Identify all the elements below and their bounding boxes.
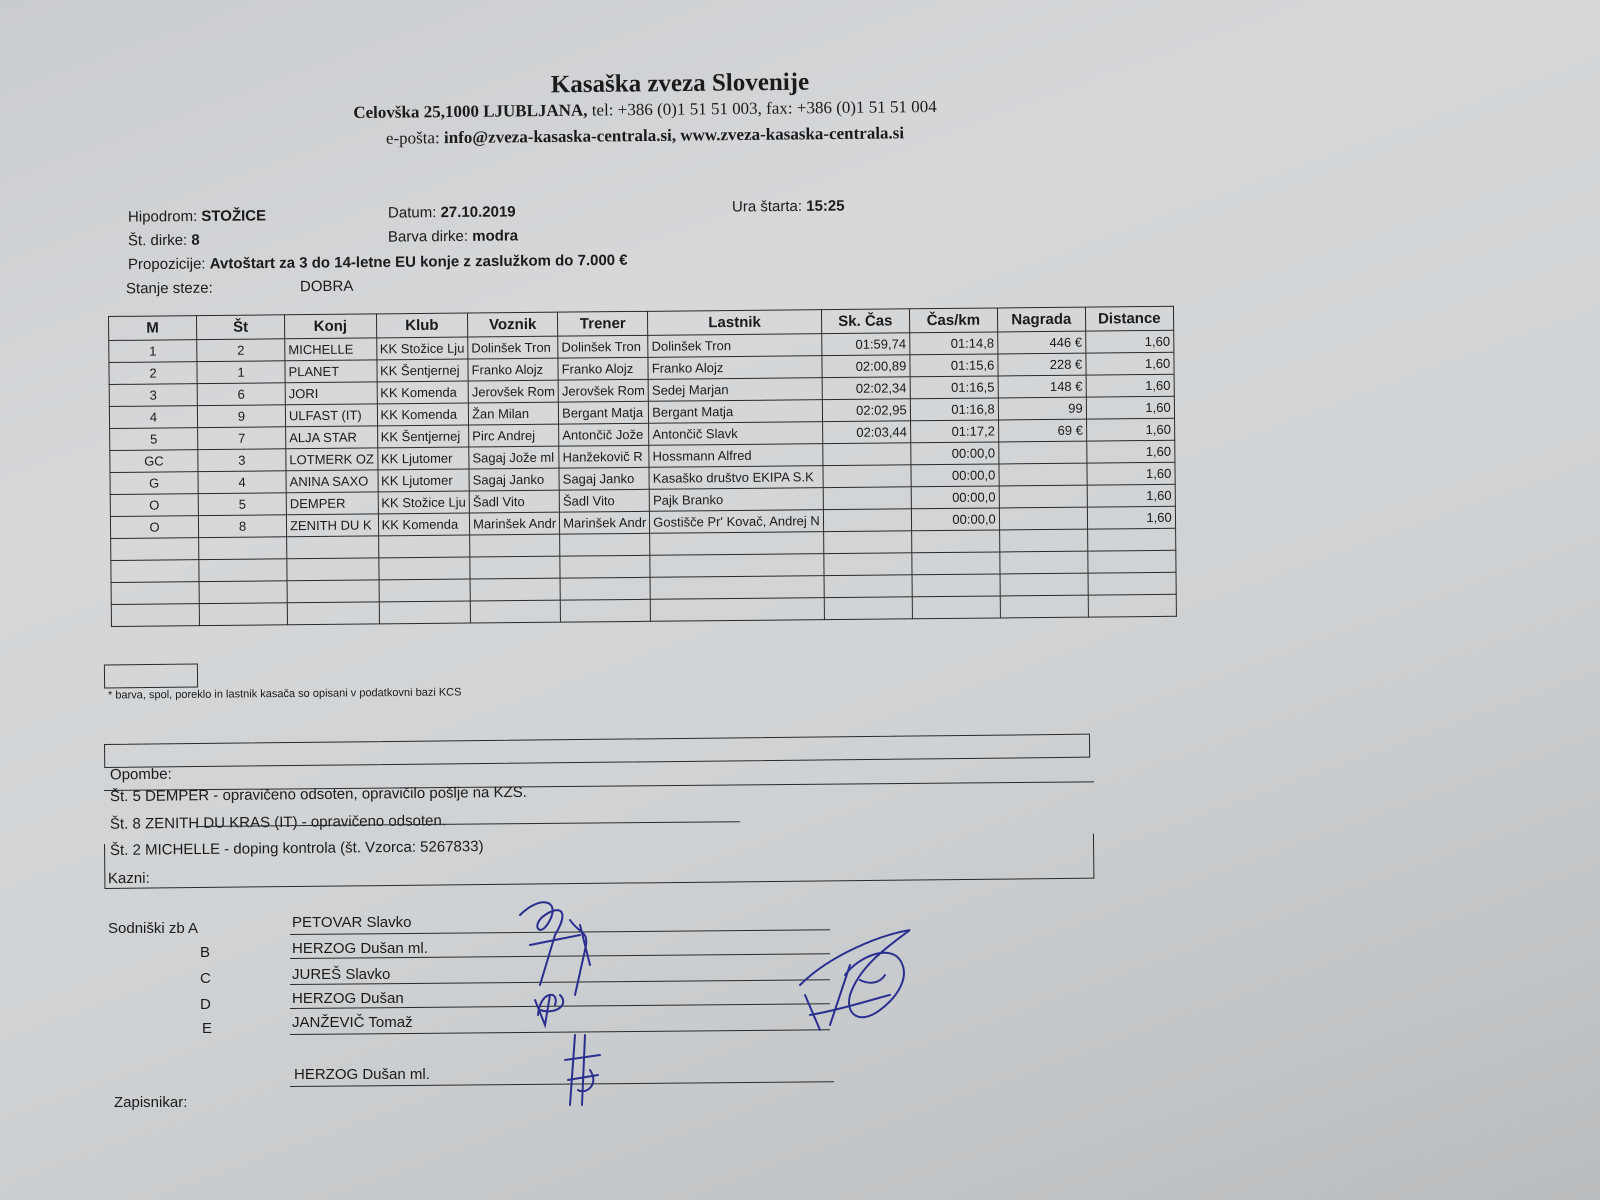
col-konj-header: Konj (284, 314, 376, 339)
col-sk-cas-cell: 02:00,89 (822, 355, 910, 378)
judge-name: HERZOG Dušan (292, 990, 404, 1007)
empty-cell (1000, 595, 1088, 618)
col-distance-cell: 1,60 (1086, 374, 1174, 397)
col-m-cell: G (110, 472, 198, 495)
datum-label: Datum: (387, 204, 437, 222)
col-lastnik-cell: Dolinšek Tron (648, 334, 822, 358)
col-konj-cell: PLANET (285, 360, 377, 383)
col-cas-km-cell: 01:16,8 (910, 398, 998, 421)
col-cas-km-cell: 01:15,6 (910, 354, 998, 377)
col-trener-cell: Jerovšek Rom (558, 379, 648, 402)
judge-letter: C (200, 970, 211, 987)
st-dirke-label: Št. dirke: (127, 231, 188, 250)
empty-cell (560, 577, 650, 600)
col-st-cell: 6 (197, 383, 285, 406)
col-klub-cell: KK Ljutomer (378, 469, 470, 492)
col-cas-km-cell: 00:00,0 (911, 464, 999, 487)
col-nagrada-cell (999, 507, 1087, 530)
col-lastnik-cell: Kasaško društvo EKIPA S.K (649, 466, 823, 490)
col-konj-cell: JORI (285, 382, 377, 405)
col-trener-cell: Franko Alojz (558, 357, 648, 380)
empty-cell (111, 604, 199, 627)
empty-cell (111, 560, 199, 583)
col-st-cell: 7 (198, 427, 286, 450)
col-distance-cell: 1,60 (1087, 506, 1175, 529)
col-m-cell: 4 (109, 406, 197, 429)
col-klub-cell: KK Komenda (378, 513, 470, 536)
col-klub-header: Klub (376, 313, 468, 338)
table-body (109, 330, 1176, 626)
empty-cell (379, 579, 471, 602)
datum-value: 27.10.2019 (440, 203, 516, 222)
col-klub-cell: KK Šentjernej (376, 359, 468, 382)
col-voznik-cell: Šadl Vito (469, 490, 559, 513)
propozicije-label: Propozicije: (127, 255, 206, 274)
empty-cell (650, 554, 824, 578)
col-st-cell: 1 (197, 361, 285, 384)
col-st-cell: 4 (198, 471, 286, 494)
col-lastnik-cell: Franko Alojz (648, 356, 822, 380)
col-trener-cell: Dolinšek Tron (558, 335, 648, 358)
hipodrom-field (128, 207, 266, 225)
ura-label: Ura štarta: (731, 197, 803, 216)
barva-value: modra (472, 227, 519, 245)
col-klub-cell: KK Šentjernej (377, 425, 469, 448)
col-trener-cell: Sagaj Janko (559, 467, 649, 490)
col-konj-cell: ULFAST (IT) (285, 404, 377, 427)
col-klub-cell: KK Stožice Lju (376, 337, 468, 360)
col-voznik-cell: Jerovšek Rom (468, 380, 558, 403)
col-m-cell: GC (110, 450, 198, 473)
col-nagrada-cell: 99 (998, 397, 1086, 420)
empty-cell (378, 535, 470, 558)
col-lastnik-cell: Pajk Branko (649, 488, 823, 512)
datum-field (388, 203, 516, 221)
empty-cell (912, 552, 1000, 575)
empty-cell (650, 532, 824, 556)
note-line: Št. 5 DEMPER - opravičeno odsoten, opravičilo pošlje na KZS. (109, 783, 527, 806)
empty-cell (199, 603, 287, 626)
col-m-cell: 2 (109, 362, 197, 385)
email-value: info@zveza-kasaska-centrala.si, www.zveza-kasaska-centrala.si (443, 123, 905, 148)
stanje-label: Stanje steze: (125, 279, 213, 298)
col-m-cell: 5 (110, 428, 198, 451)
empty-cell (470, 534, 560, 557)
col-sk-cas-header: Sk. Čas (821, 309, 909, 334)
footnote: * barva, spol, poreklo in lastnik kasača so opisani v podatkovni bazi KCS (107, 686, 462, 702)
empty-cell (287, 558, 379, 581)
empty-cell (999, 529, 1087, 552)
col-nagrada-cell: 148 € (998, 375, 1086, 398)
judge-name: PETOVAR Slavko (292, 914, 412, 931)
signature-scribble-recorder (560, 1030, 610, 1110)
col-m-cell: 3 (109, 384, 197, 407)
col-voznik-cell: Franko Alojz (468, 358, 558, 381)
col-lastnik-cell: Bergant Matja (649, 400, 823, 424)
signature-scribble-approval (790, 925, 930, 1045)
col-klub-cell: KK Stožice Lju (378, 491, 470, 514)
col-nagrada-cell (999, 485, 1087, 508)
col-voznik-cell: Žan Milan (468, 402, 558, 425)
col-nagrada-cell: 228 € (998, 353, 1086, 376)
extra-empty-cell (104, 664, 198, 689)
col-trener-cell: Bergant Matja (559, 401, 649, 424)
empty-cell (111, 538, 199, 561)
barva-label: Barva dirke: (387, 227, 469, 246)
col-voznik-header: Voznik (468, 312, 558, 337)
col-cas-km-cell: 01:17,2 (910, 420, 998, 443)
col-voznik-cell: Sagaj Janko (469, 468, 559, 491)
col-sk-cas-cell (823, 487, 911, 510)
empty-cell (560, 555, 650, 578)
empty-cell (650, 576, 824, 600)
empty-cell (287, 536, 379, 559)
empty-cell (824, 597, 912, 620)
address-contacts: tel: +386 (0)1 51 51 003, fax: +386 (0)1 51 51 004 (591, 96, 937, 120)
ura-field (732, 198, 845, 216)
empty-cell (1088, 572, 1176, 595)
col-sk-cas-cell (823, 509, 911, 532)
empty-cell (1000, 573, 1088, 596)
col-distance-cell: 1,60 (1086, 352, 1174, 375)
col-sk-cas-cell (823, 443, 911, 466)
empty-cell (1088, 550, 1176, 573)
col-voznik-cell: Marinšek Andr (469, 512, 559, 535)
col-st-cell: 3 (198, 449, 286, 472)
col-cas-km-cell: 00:00,0 (911, 508, 999, 531)
col-trener-cell: Marinšek Andr (560, 511, 650, 534)
kazni-box (104, 834, 1094, 889)
propozicije-value: Avtoštart za 3 do 14-letne EU konje z zaslužkom do 7.000 € (209, 251, 628, 273)
col-distance-cell: 1,60 (1085, 330, 1173, 353)
col-lastnik-cell: Hossmann Alfred (649, 444, 823, 468)
col-lastnik-cell: Sedej Marjan (648, 378, 822, 402)
note-line: Št. 8 ZENITH DU KRAS (IT) - opravičeno odsoten. (109, 812, 447, 833)
col-sk-cas-cell: 02:03,44 (822, 421, 910, 444)
col-distance-cell: 1,60 (1086, 440, 1174, 463)
empty-cell (1087, 528, 1175, 551)
judge-name: JANŽEVIČ Tomaž (292, 1014, 413, 1031)
empty-cell (378, 557, 470, 580)
empty-cell (199, 559, 287, 582)
col-sk-cas-cell (823, 465, 911, 488)
col-konj-cell: ANINA SAXO (286, 470, 378, 493)
judges-label: Sodniški zb A (108, 920, 199, 937)
col-sk-cas-cell: 01:59,74 (821, 333, 909, 356)
col-klub-cell: KK Komenda (377, 403, 469, 426)
hipodrom-value: STOŽICE (201, 207, 267, 225)
col-cas-km-cell: 01:14,8 (909, 332, 997, 355)
recorder-name: HERZOG Dušan ml. (294, 1066, 430, 1083)
col-distance-cell: 1,60 (1086, 418, 1174, 441)
col-m-cell: O (110, 516, 198, 539)
document-title: Kasaška zveza Slovenije (550, 68, 810, 99)
col-cas-km-cell: 00:00,0 (911, 442, 999, 465)
col-m-cell: 1 (109, 340, 197, 363)
col-sk-cas-cell: 02:02,95 (822, 399, 910, 422)
empty-cell (912, 596, 1000, 619)
col-st-cell: 8 (198, 515, 286, 538)
st-dirke-value: 8 (191, 231, 200, 249)
col-distance-cell: 1,60 (1086, 396, 1174, 419)
empty-cell (199, 581, 287, 604)
col-distance-header: Distance (1085, 306, 1173, 331)
judge-letter: D (200, 996, 211, 1013)
empty-cell (470, 578, 560, 601)
opombe-label: Opombe: (109, 765, 172, 784)
empty-cell (824, 553, 912, 576)
col-konj-cell: DEMPER (286, 492, 378, 515)
col-nagrada-cell: 69 € (998, 419, 1086, 442)
col-st-cell: 5 (198, 493, 286, 516)
empty-cell (379, 601, 471, 624)
propozicije-field (128, 252, 628, 273)
col-st-cell: 2 (197, 339, 285, 362)
empty-cell (470, 600, 560, 623)
col-lastnik-header: Lastnik (648, 310, 822, 336)
empty-cell (823, 531, 911, 554)
col-cas-km-cell: 00:00,0 (911, 486, 999, 509)
col-trener-cell: Šadl Vito (559, 489, 649, 512)
judge-letter: B (200, 944, 211, 961)
col-lastnik-cell: Antončič Slavk (649, 422, 823, 446)
empty-cell (287, 602, 379, 625)
col-cas-km-header: Čas/km (909, 308, 997, 333)
col-m-cell: O (110, 494, 198, 517)
empty-cell (911, 530, 999, 553)
empty-cell (650, 598, 824, 622)
col-nagrada-header: Nagrada (997, 307, 1085, 332)
signature-scribble-judges (500, 895, 620, 1035)
empty-cell (1000, 551, 1088, 574)
col-voznik-cell: Sagaj Jože ml (469, 446, 559, 469)
col-trener-cell: Antončič Jože (559, 423, 649, 446)
col-distance-cell: 1,60 (1087, 484, 1175, 507)
opombe-box (104, 734, 1090, 768)
col-konj-cell: ZENITH DU K (286, 514, 378, 537)
col-lastnik-cell: Gostišče Pr' Kovač, Andrej N (650, 510, 824, 534)
col-trener-cell: Hanžekovič R (559, 445, 649, 468)
col-klub-cell: KK Komenda (377, 381, 469, 404)
judge-letter: E (202, 1020, 213, 1037)
stanje-value: DOBRA (299, 277, 354, 296)
empty-cell (560, 599, 650, 622)
judge-name: JUREŠ Slavko (292, 966, 391, 983)
ura-value: 15:25 (806, 197, 845, 215)
col-sk-cas-cell: 02:02,34 (822, 377, 910, 400)
recorder-label: Zapisnikar: (114, 1094, 188, 1111)
col-voznik-cell: Pirc Andrej (469, 424, 559, 447)
empty-cell (199, 537, 287, 560)
address-bold: Celovška 25,1000 LJUBLJANA, (353, 100, 588, 123)
empty-cell (287, 580, 379, 603)
col-konj-cell: ALJA STAR (286, 426, 378, 449)
kazni-label: Kazni: (107, 869, 150, 888)
judge-name: HERZOG Dušan ml. (292, 940, 428, 957)
col-nagrada-cell (999, 463, 1087, 486)
col-m-header: M (109, 316, 197, 341)
col-konj-cell: MICHELLE (285, 338, 377, 361)
empty-cell (560, 533, 650, 556)
col-voznik-cell: Dolinšek Tron (468, 336, 558, 359)
empty-cell (1088, 594, 1176, 617)
empty-cell (824, 575, 912, 598)
col-nagrada-cell (999, 441, 1087, 464)
col-trener-header: Trener (558, 311, 648, 336)
email-label: e-pošta: (385, 128, 440, 148)
note-line: Št. 2 MICHELLE - doping kontrola (št. Vzorca: 5267833) (109, 838, 484, 859)
empty-cell (912, 574, 1000, 597)
col-konj-cell: LOTMERK OZ (286, 448, 378, 471)
st-dirke-field (128, 232, 200, 250)
barva-field (388, 227, 518, 245)
empty-cell (111, 582, 199, 605)
col-cas-km-cell: 01:16,5 (910, 376, 998, 399)
col-st-cell: 9 (197, 405, 285, 428)
col-klub-cell: KK Ljutomer (377, 447, 469, 470)
col-distance-cell: 1,60 (1087, 462, 1175, 485)
hipodrom-label: Hipodrom: (127, 207, 198, 226)
col-nagrada-cell: 446 € (997, 331, 1085, 354)
results-table (108, 306, 1177, 627)
empty-cell (470, 556, 560, 579)
col-st-header: Št (197, 315, 285, 340)
